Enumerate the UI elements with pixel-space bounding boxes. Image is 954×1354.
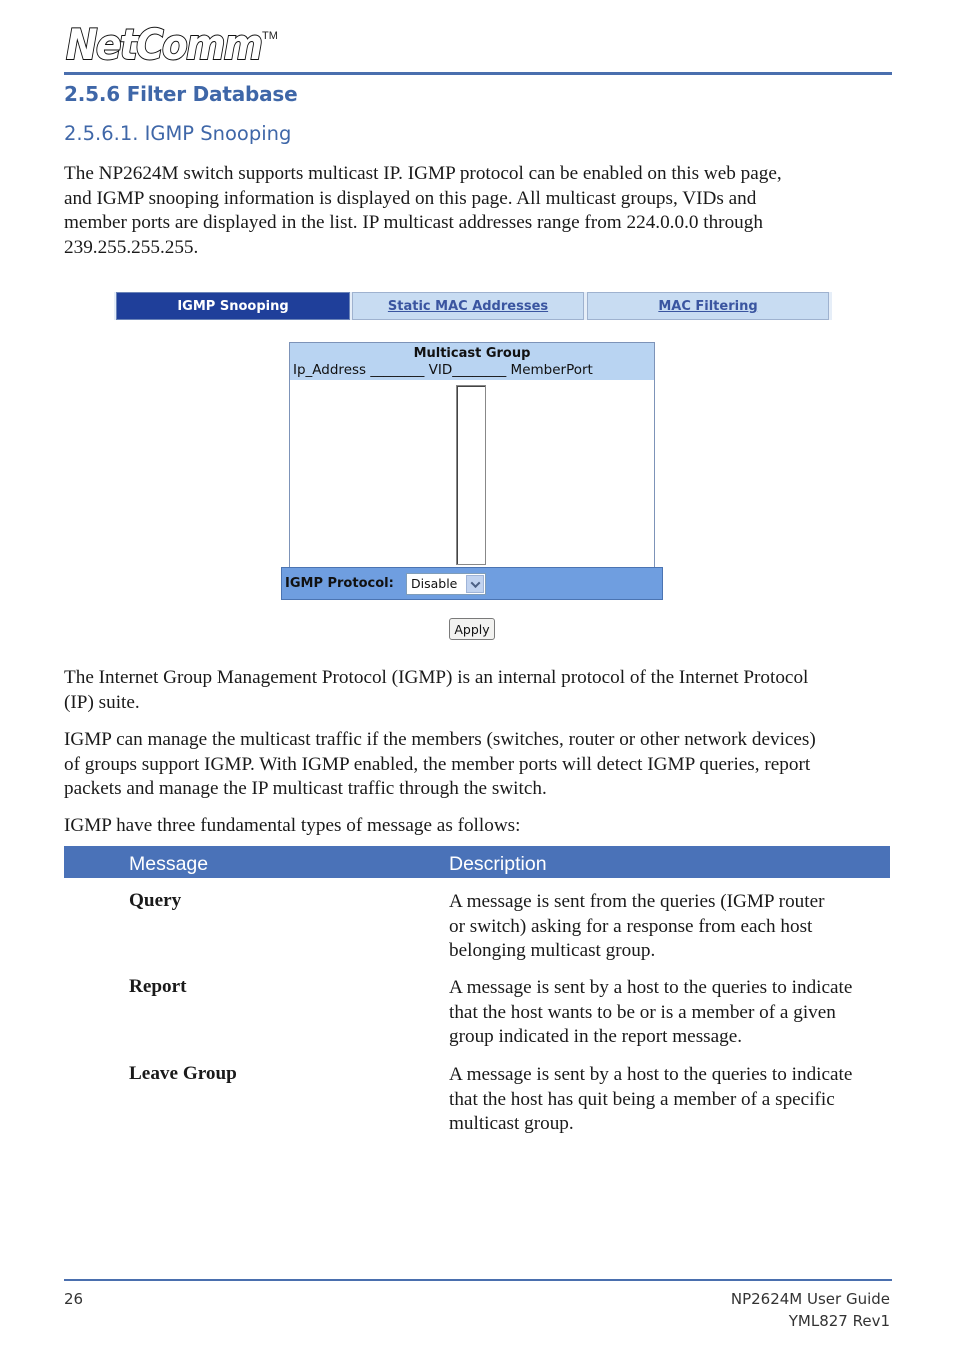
section-heading: 2.5.6 Filter Database: [64, 82, 298, 106]
description-line: or switch) asking for a response from each host: [449, 915, 813, 937]
guide-title: NP2624M User Guide: [730, 1290, 890, 1308]
igmp-protocol-select[interactable]: [406, 573, 486, 595]
netcomm-logo: [66, 20, 266, 70]
paragraph-line: IGMP can manage the multicast traffic if the members (switches, router or other network devices): [64, 729, 816, 750]
tab-static-mac-addresses[interactable]: Static MAC Addresses: [352, 292, 584, 320]
page-number: 26: [64, 1290, 84, 1308]
message-types-intro: IGMP have three fundamental types of message as follows:: [64, 815, 521, 836]
multicast-group-header: [290, 343, 654, 380]
intro-line: and IGMP snooping information is displayed on this page. All multicast groups, VIDs and: [64, 187, 757, 209]
logo-text: NetComm: [66, 20, 262, 69]
header-description: Description: [449, 853, 547, 875]
message-description-leave-group: [449, 1063, 889, 1137]
paragraph-line: packets and manage the IP multicast traffic through the switch.: [64, 778, 547, 799]
description-line: that the host wants to be or is a member of a given: [449, 1001, 836, 1023]
intro-line: member ports are displayed in the list. IP multicast addresses range from 224.0.0.0 through: [64, 212, 763, 233]
trademark-mark: TM: [262, 30, 278, 42]
paragraph-line: The Internet Group Management Protocol (IGMP) is an internal protocol of the Internet Protocol: [64, 667, 809, 688]
multicast-group-title: Multicast Group: [413, 346, 531, 361]
multicast-group-panel: [289, 342, 655, 568]
description-line: group indicated in the report message.: [449, 1026, 743, 1047]
chevron-down-icon: [470, 578, 480, 588]
description-line: multicast group.: [449, 1113, 574, 1134]
paragraph-line: of groups support IGMP. With IGMP enabled, the member ports will detect IGMP queries, report: [64, 753, 811, 775]
message-description-report: [449, 976, 889, 1050]
message-table-header: [64, 846, 890, 878]
description-line: A message is sent by a host to the queries to indicate: [449, 977, 853, 998]
dropdown-button[interactable]: [466, 575, 484, 593]
multicast-group-listbox[interactable]: [456, 385, 486, 565]
apply-button[interactable]: Apply: [449, 618, 495, 640]
intro-line: 239.255.255.255.: [64, 236, 199, 258]
message-name-report: Report: [129, 976, 187, 997]
document-reference: YML827 Rev1: [788, 1312, 890, 1330]
tab-igmp-snooping[interactable]: IGMP Snooping: [116, 292, 350, 320]
intro-line: The NP2624M switch supports multicast IP. IGMP protocol can be enabled on this web page,: [64, 163, 782, 184]
paragraph-line: (IP) suite.: [64, 691, 140, 713]
message-name-leave-group: Leave Group: [129, 1063, 237, 1084]
tab-bar: [114, 292, 832, 320]
igmp-function-paragraph: [64, 728, 874, 802]
intro-paragraph: [64, 162, 874, 260]
message-description-query: [449, 890, 889, 964]
igmp-protocol-value: Disable: [411, 576, 458, 591]
message-name-query: Query: [129, 890, 182, 911]
description-line: belonging multicast group.: [449, 940, 656, 961]
description-line: that the host has quit being a member of a specific: [449, 1088, 835, 1110]
igmp-definition-paragraph: [64, 666, 874, 715]
tab-mac-filtering[interactable]: MAC Filtering: [587, 292, 829, 320]
igmp-protocol-label: IGMP Protocol:: [285, 576, 394, 591]
header-message: Message: [129, 853, 209, 875]
multicast-group-columns: Ip_Address ________ VID________ MemberPort: [293, 362, 593, 378]
description-line: A message is sent by a host to the queries to indicate: [449, 1064, 853, 1085]
subsection-heading: 2.5.6.1. IGMP Snooping: [64, 122, 292, 145]
footer-rule: [64, 1279, 892, 1281]
igmp-protocol-bar: [281, 567, 663, 600]
header-rule: [64, 72, 892, 75]
description-line: A message is sent from the queries (IGMP router: [449, 891, 825, 912]
